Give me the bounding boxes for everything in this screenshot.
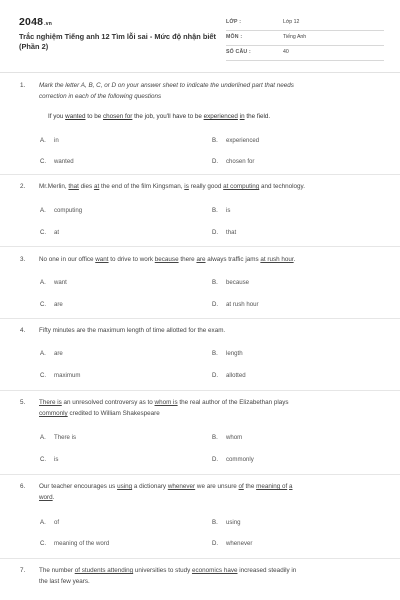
question-sentence (39, 181, 381, 192)
instruction-line-2: correction in each of the following questions (39, 93, 162, 100)
logo-suffix: .vn (44, 21, 52, 27)
option-letter: A. (40, 519, 46, 526)
underlined-part: in (239, 113, 245, 120)
option-letter: B. (212, 434, 218, 441)
option-letter: C. (40, 456, 47, 463)
option-text: wanted (54, 158, 74, 165)
page-title (19, 32, 249, 53)
option-a[interactable] (40, 207, 82, 214)
option-a[interactable] (40, 137, 59, 144)
option-letter: A. (40, 279, 46, 286)
sentence-line-2 (39, 492, 381, 503)
option-c[interactable] (40, 158, 74, 165)
option-a[interactable] (40, 279, 67, 286)
option-letter: A. (40, 137, 46, 144)
option-d[interactable] (212, 158, 254, 165)
option-text: of (54, 519, 60, 526)
underlined-part: word (39, 494, 53, 501)
option-text: using (226, 519, 241, 526)
logo-main: 2048 (19, 16, 44, 28)
option-text: are (54, 301, 63, 308)
underlined-part: is (184, 183, 189, 190)
meta-row-class (226, 16, 384, 31)
option-d[interactable] (212, 540, 252, 547)
option-text: at (54, 229, 60, 236)
sentence-text: we are unsure (195, 483, 239, 490)
meta-row-count (226, 46, 384, 61)
option-d[interactable] (212, 301, 259, 308)
sentence-text: universities to study (133, 567, 192, 574)
meta-value: Lớp 12 (283, 19, 300, 25)
sentence-text: the end of the film Kingsman, (99, 183, 185, 190)
underlined-part: chosen for (102, 113, 133, 120)
meta-table (226, 16, 384, 61)
meta-label: MÔN : (226, 34, 243, 40)
option-b[interactable] (212, 279, 249, 286)
option-text: maximum (54, 372, 81, 379)
sentence-text: and technology. (259, 183, 305, 190)
option-letter: D. (212, 229, 219, 236)
option-letter: C. (40, 229, 47, 236)
sentence-text: the (243, 483, 257, 490)
underlined-part: of (238, 483, 244, 490)
question-divider (0, 318, 400, 319)
question-number: 4. (20, 327, 26, 334)
underlined-part: experienced (203, 113, 238, 120)
option-a[interactable] (40, 434, 76, 441)
meta-label: LỚP : (226, 19, 242, 25)
sentence-text: the job, you'll have to be (132, 113, 204, 120)
underlined-part: commonly (39, 410, 68, 417)
option-letter: C. (40, 158, 47, 165)
question-number: 6. (20, 483, 26, 490)
option-c[interactable] (40, 372, 80, 379)
question-sentence (39, 481, 381, 503)
document-header (0, 0, 400, 72)
question-number: 2. (20, 183, 26, 190)
sentence-text: Our teacher encourages us (39, 483, 118, 490)
option-text: length (226, 350, 243, 357)
sentence-text: credited to William Shakespeare (67, 410, 160, 417)
sentence-text: really good (188, 183, 224, 190)
title-line-1: Trắc nghiệm Tiếng anh 12 Tìm lỗi sai - Mức độ nhận biết (19, 32, 216, 41)
underlined-part: of students attending (74, 567, 134, 574)
question-divider (0, 474, 400, 475)
option-d[interactable] (212, 229, 236, 236)
underlined-part: at computing (223, 183, 260, 190)
sentence-line-2 (39, 408, 381, 419)
underlined-part: whenever (167, 483, 196, 490)
sentence-text: there (178, 256, 197, 263)
sentence-text: Mr.Merlin, (39, 183, 69, 190)
header-divider (0, 72, 400, 73)
option-letter: C. (40, 540, 47, 547)
sentence-text: the real author of the Elizabethan plays (177, 399, 289, 406)
question-sentence: Fifty minutes are the maximum length of time allotted for the exam. (39, 327, 226, 334)
sentence-text: a dictionary (132, 483, 168, 490)
option-text: whom (226, 434, 243, 441)
option-a[interactable] (40, 350, 63, 357)
option-a[interactable] (40, 519, 59, 526)
option-letter: A. (40, 207, 46, 214)
underlined-part: meaning of (256, 483, 288, 490)
underlined-part: using (117, 483, 133, 490)
sentence-text: The number (39, 567, 75, 574)
option-text: allotted (226, 372, 246, 379)
option-text: that (226, 229, 237, 236)
underlined-part: because (154, 256, 179, 263)
question-sentence (39, 565, 381, 587)
question-sentence (39, 397, 381, 419)
question-number: 1. (20, 82, 26, 89)
option-b[interactable] (212, 519, 241, 526)
option-text: because (226, 279, 250, 286)
sentence-text: No one in our office (39, 256, 96, 263)
sentence-text: . (293, 256, 296, 263)
option-text: are (54, 350, 63, 357)
question-sentence (48, 113, 378, 120)
option-text: in (54, 137, 59, 144)
sentence-text: the field. (244, 113, 271, 120)
option-b[interactable] (212, 434, 242, 441)
question-number: 5. (20, 399, 26, 406)
option-c[interactable] (40, 229, 59, 236)
question-sentence (39, 254, 381, 265)
sentence-line-1 (39, 481, 381, 492)
sentence-line-2: the last few years. (39, 578, 90, 585)
underlined-part: at rush hour (260, 256, 294, 263)
meta-value: 40 (283, 49, 289, 55)
sentence-text: to drive to work (108, 256, 155, 263)
instruction-line-1: Mark the letter A, B, C, or D on your answer sheet to indicate the underlined part that needs (39, 82, 294, 89)
option-letter: B. (212, 207, 218, 214)
meta-label: SỐ CÂU : (226, 49, 251, 55)
option-b[interactable] (212, 137, 259, 144)
option-b[interactable] (212, 350, 243, 357)
option-letter: D. (212, 301, 219, 308)
sentence-text: to be (85, 113, 103, 120)
option-text: commonly (226, 456, 254, 463)
option-letter: D. (212, 158, 219, 165)
underlined-part: want (95, 256, 109, 263)
sentence-text: dies (78, 183, 94, 190)
sentence-line-1 (39, 397, 381, 408)
sentence-text: always traffic jams (205, 256, 261, 263)
option-c[interactable] (40, 301, 63, 308)
question-divider (0, 174, 400, 175)
underlined-part: economics have (191, 567, 238, 574)
site-logo[interactable] (19, 16, 52, 28)
underlined-part: a (288, 483, 293, 490)
option-letter: D. (212, 540, 219, 547)
meta-value: Tiếng Anh (283, 34, 307, 40)
option-b[interactable] (212, 207, 230, 214)
underlined-part: that (68, 183, 79, 190)
option-letter: B. (212, 519, 218, 526)
option-text: chosen for (226, 158, 255, 165)
underlined-part: whom is (154, 399, 178, 406)
question-divider (0, 390, 400, 391)
option-d[interactable] (212, 456, 254, 463)
question-divider (0, 558, 400, 559)
option-c[interactable] (40, 540, 109, 547)
option-letter: C. (40, 301, 47, 308)
option-text: is (226, 207, 231, 214)
option-letter: C. (40, 372, 47, 379)
underlined-part: are (196, 256, 206, 263)
option-letter: A. (40, 350, 46, 357)
sentence-text: an unresolved controversy as to (61, 399, 155, 406)
sentence-line-1 (39, 565, 381, 576)
option-text: computing (54, 207, 83, 214)
underlined-part: There is (39, 399, 62, 406)
title-line-2: (Phần 2) (19, 42, 49, 52)
question-divider (0, 246, 400, 247)
option-letter: D. (212, 456, 219, 463)
option-letter: B. (212, 350, 218, 357)
option-letter: B. (212, 279, 218, 286)
sentence-text: If you (48, 113, 66, 120)
option-letter: A. (40, 434, 46, 441)
question-number: 7. (20, 567, 26, 574)
option-letter: D. (212, 372, 219, 379)
option-text: whenever (226, 540, 253, 547)
sentence-text: increased steadily in (237, 567, 297, 574)
option-text: is (54, 456, 59, 463)
option-d[interactable] (212, 372, 246, 379)
option-text: want (54, 279, 67, 286)
sentence-text: . (52, 494, 55, 501)
question-instruction (39, 80, 381, 102)
question-number: 3. (20, 256, 26, 263)
underlined-part: at (93, 183, 100, 190)
option-text: meaning of the word (54, 540, 110, 547)
option-letter: B. (212, 137, 218, 144)
option-c[interactable] (40, 456, 58, 463)
option-text: experienced (226, 137, 260, 144)
option-text: There is (54, 434, 77, 441)
underlined-part: wanted (65, 113, 86, 120)
option-text: at rush hour (226, 301, 259, 308)
meta-row-subject (226, 31, 384, 46)
